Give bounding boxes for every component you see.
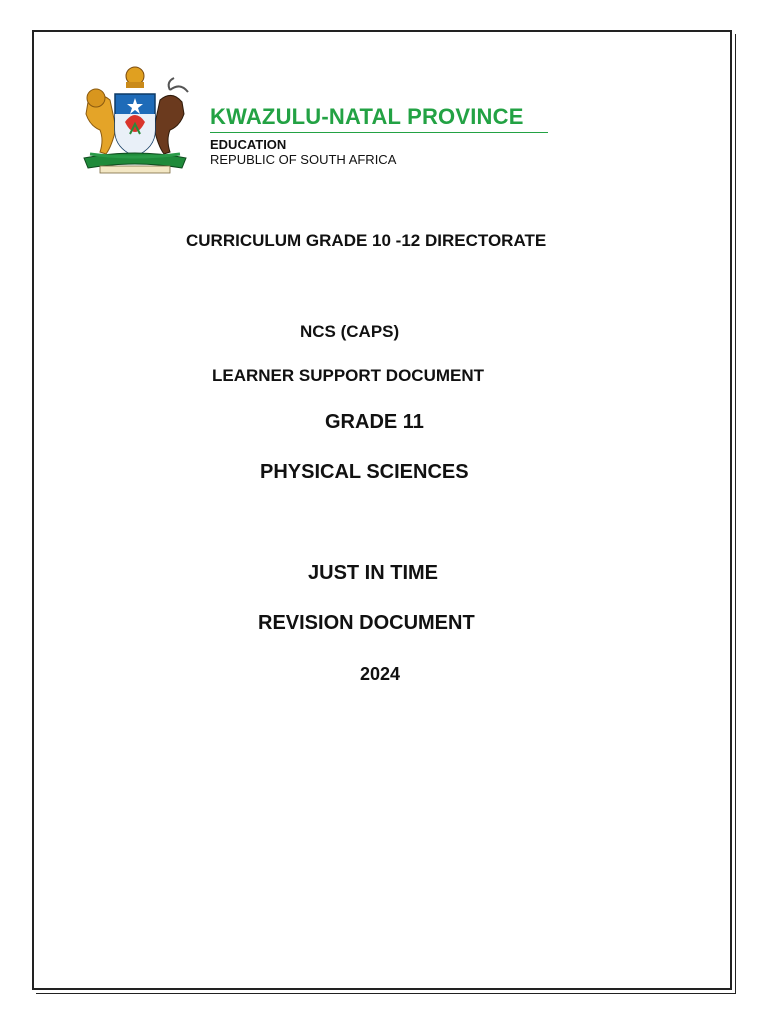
department-name: EDUCATION — [210, 137, 287, 152]
directorate-heading: CURRICULUM GRADE 10 -12 DIRECTORATE — [186, 231, 547, 250]
curriculum-label: NCS (CAPS) — [300, 322, 400, 341]
year-label: 2024 — [360, 664, 401, 684]
series-heading: JUST IN TIME — [308, 562, 439, 584]
province-title: KWAZULU-NATAL PROVINCE — [210, 104, 524, 129]
header-divider — [210, 132, 548, 133]
grade-heading: GRADE 11 — [325, 411, 424, 433]
document-title: REVISION DOCUMENT — [258, 612, 475, 634]
document-type-heading: LEARNER SUPPORT DOCUMENT — [212, 366, 485, 385]
subject-heading: PHYSICAL SCIENCES — [260, 461, 469, 483]
coat-of-arms-icon — [70, 62, 200, 182]
country-name: REPUBLIC OF SOUTH AFRICA — [210, 152, 397, 167]
